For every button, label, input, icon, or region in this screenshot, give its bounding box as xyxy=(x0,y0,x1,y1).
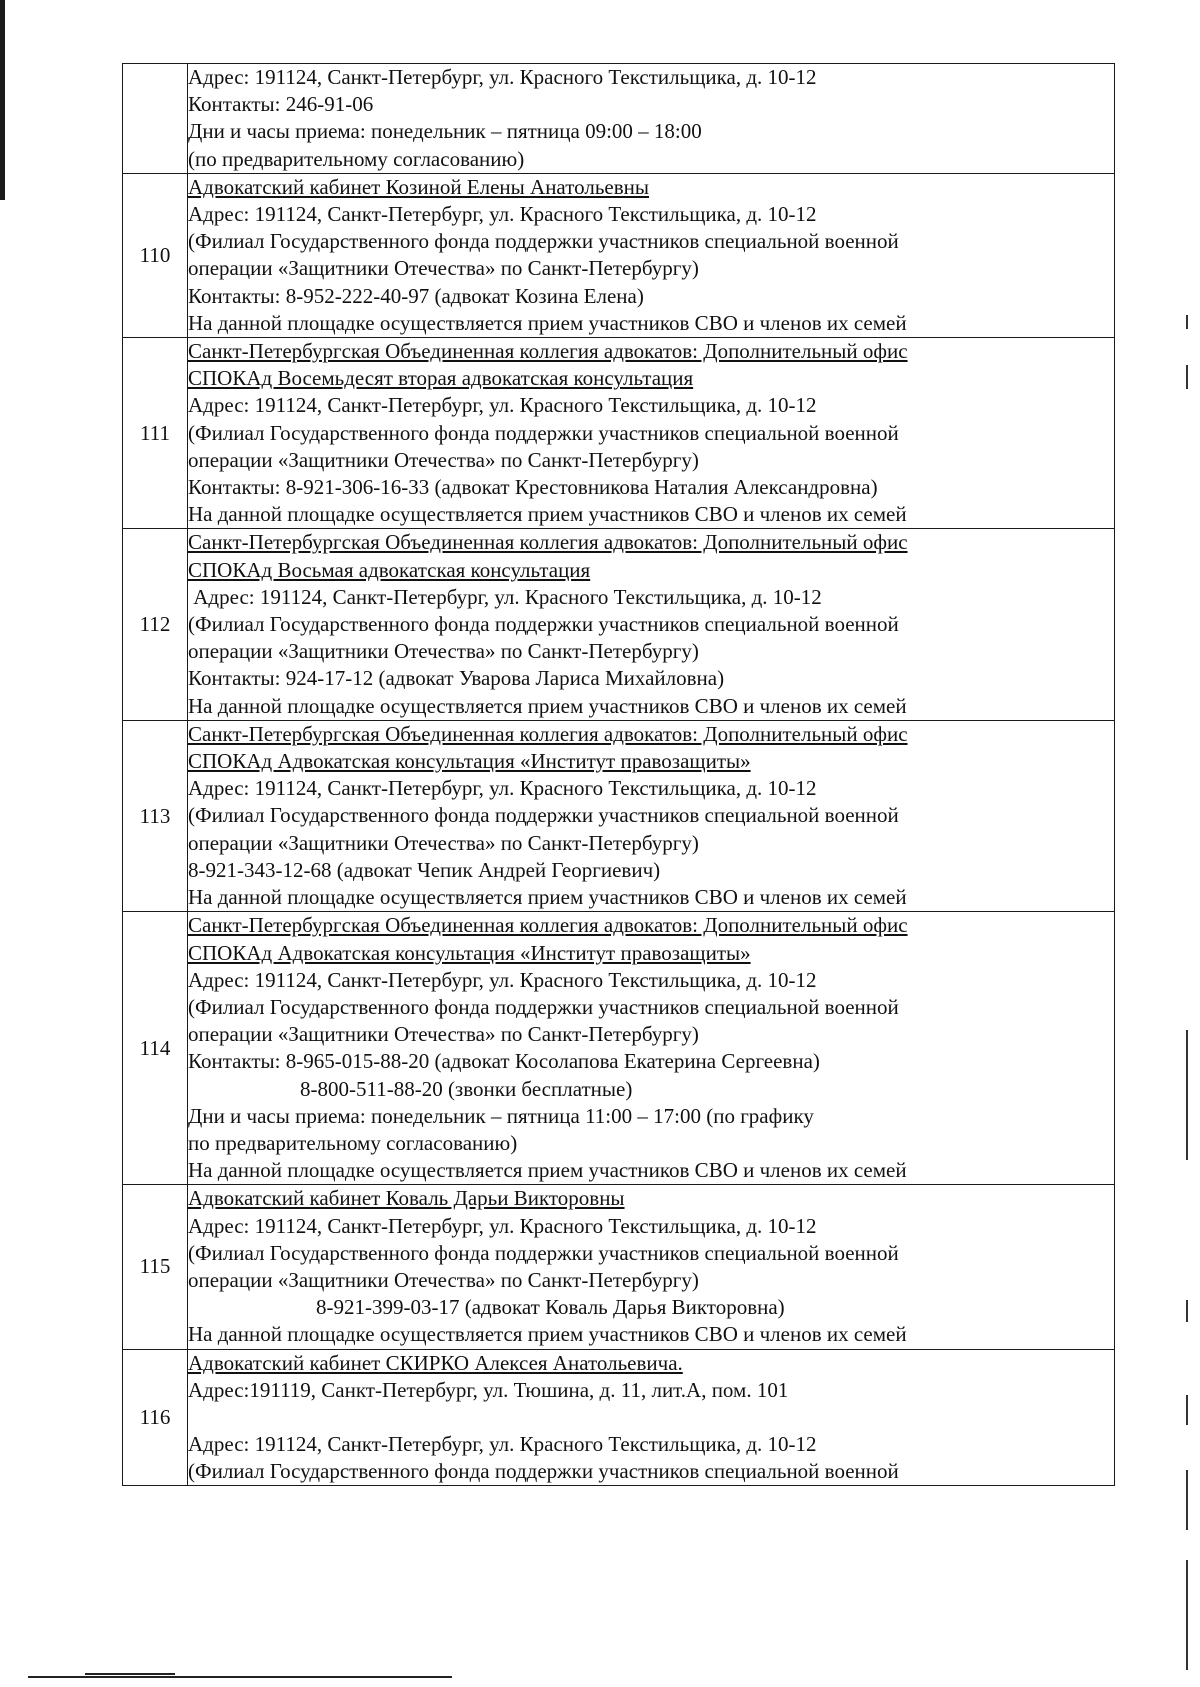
branch-line: операции «Защитники Отечества» по Санкт-Петербургу) xyxy=(188,447,699,472)
branch-line: (Филиал Государственного фонда поддержки участников специальной военной xyxy=(188,612,899,637)
footnote-separator-mark xyxy=(85,1673,175,1675)
branch-line: операции «Защитники Отечества» по Санкт-Петербургу) xyxy=(188,1267,699,1292)
address-line: Адрес: 191124, Санкт-Петербург, ул. Красного Текстильщика, д. 10-12 xyxy=(188,65,817,89)
row-content xyxy=(188,912,1115,1185)
contacts-line: Контакты: 8-965-015-88-20 (адвокат Косолапова Екатерина Сергеевна) xyxy=(188,1049,820,1074)
row-number: 116 xyxy=(123,1349,188,1486)
lawyers-table xyxy=(122,63,1115,1486)
row-content xyxy=(188,173,1115,337)
hours-line: Дни и часы приема: понедельник – пятница 11:00 – 17:00 (по графику xyxy=(188,1103,814,1128)
table-row xyxy=(123,720,1115,911)
address-line: Адрес: 191124, Санкт-Петербург, ул. Красного Текстильщика, д. 10-12 xyxy=(188,202,817,227)
address-line: Адрес: 191124, Санкт-Петербург, ул. Красного Текстильщика, д. 10-12 xyxy=(188,967,817,992)
address-line: Адрес: 191124, Санкт-Петербург, ул. Красного Текстильщика, д. 10-12 xyxy=(188,584,822,609)
branch-line: (Филиал Государственного фонда поддержки участников специальной военной xyxy=(188,420,899,445)
contacts-line: Контакты: 924-17-12 (адвокат Уварова Лариса Михайловна) xyxy=(188,666,725,691)
branch-line: операции «Защитники Отечества» по Санкт-Петербургу) xyxy=(188,639,699,664)
blank-line xyxy=(188,1404,1114,1431)
organization-title: Адвокатский кабинет Козиной Елены Анатольевны xyxy=(188,174,649,199)
table-row xyxy=(123,529,1115,720)
organization-title: Санкт-Петербургская Объединенная коллегия адвокатов: Дополнительный офис xyxy=(188,913,908,938)
address-line: Адрес: 191124, Санкт-Петербург, ул. Красного Текстильщика, д. 10-12 xyxy=(188,1213,817,1238)
row-number: 114 xyxy=(123,912,188,1185)
address-line: Адрес:191119, Санкт-Петербург, ул. Тюшина, д. 11, лит.А, пом. 101 xyxy=(188,1377,789,1402)
row-content xyxy=(188,720,1115,911)
organization-title: Адвокатский кабинет СКИРКО Алексея Анатольевича. xyxy=(188,1350,683,1375)
scan-speck xyxy=(1186,1395,1188,1425)
scan-edge-mark xyxy=(0,0,5,200)
organization-title: Санкт-Петербургская Объединенная коллегия адвокатов: Дополнительный офис xyxy=(188,530,908,555)
row-number: 111 xyxy=(123,338,188,529)
hours-line: Дни и часы приема: понедельник – пятница 09:00 – 18:00 xyxy=(188,119,702,144)
organization-title: СПОКАд Восьмая адвокатская консультация xyxy=(188,557,591,582)
contacts-line: 8-800-511-88-20 (звонки бесплатные) xyxy=(300,1076,633,1101)
row-number: 110 xyxy=(123,173,188,337)
reception-note: На данной площадке осуществляется прием участников СВО и членов их семей xyxy=(188,693,907,718)
hours-note-line: по предварительному согласованию) xyxy=(188,1130,518,1155)
organization-title: СПОКАд Адвокатская консультация «Институт правозащиты» xyxy=(188,749,751,774)
footnote-separator xyxy=(28,1676,452,1678)
row-content xyxy=(188,1349,1115,1486)
organization-title: СПОКАд Восемьдесят вторая адвокатская консультация xyxy=(188,366,694,391)
reception-note: На данной площадке осуществляется прием участников СВО и членов их семей xyxy=(188,310,907,335)
contacts-line: Контакты: 8-952-222-40-97 (адвокат Козина Елена) xyxy=(188,283,644,308)
row-content xyxy=(188,64,1115,174)
hours-note-line: (по предварительному согласованию) xyxy=(188,146,525,171)
scan-speck xyxy=(1186,1300,1188,1322)
organization-title: Санкт-Петербургская Объединенная коллегия адвокатов: Дополнительный офис xyxy=(188,339,908,364)
branch-line: (Филиал Государственного фонда поддержки участников специальной военной xyxy=(188,994,899,1019)
scan-speck xyxy=(1186,365,1188,389)
row-number: 112 xyxy=(123,529,188,720)
reception-note: На данной площадке осуществляется прием участников СВО и членов их семей xyxy=(188,502,907,527)
scan-speck xyxy=(1186,1470,1188,1530)
scan-speck xyxy=(1186,315,1188,329)
scan-speck xyxy=(1186,1560,1188,1670)
reception-note: На данной площадке осуществляется прием участников СВО и членов их семей xyxy=(188,885,907,910)
branch-line: (Филиал Государственного фонда поддержки участников специальной военной xyxy=(188,229,899,254)
scan-speck xyxy=(1186,1030,1188,1160)
organization-title: Санкт-Петербургская Объединенная коллегия адвокатов: Дополнительный офис xyxy=(188,721,908,746)
address-line: Адрес: 191124, Санкт-Петербург, ул. Красного Текстильщика, д. 10-12 xyxy=(188,393,817,418)
contacts-line: 8-921-399-03-17 (адвокат Коваль Дарья Викторовна) xyxy=(316,1295,785,1320)
address-line: Адрес: 191124, Санкт-Петербург, ул. Красного Текстильщика, д. 10-12 xyxy=(188,1431,817,1456)
table-row xyxy=(123,1349,1115,1486)
row-content xyxy=(188,1185,1115,1349)
table-row xyxy=(123,64,1115,174)
branch-line: (Филиал Государственного фонда поддержки участников специальной военной xyxy=(188,803,899,828)
table-row xyxy=(123,338,1115,529)
branch-line: операции «Защитники Отечества» по Санкт-Петербургу) xyxy=(188,830,699,855)
organization-title: СПОКАд Адвокатская консультация «Институт правозащиты» xyxy=(188,940,751,965)
row-number xyxy=(123,64,188,174)
branch-line: операции «Защитники Отечества» по Санкт-Петербургу) xyxy=(188,1022,699,1047)
branch-line: (Филиал Государственного фонда поддержки участников специальной военной xyxy=(188,1240,899,1265)
table-row xyxy=(123,1185,1115,1349)
contacts-line: 8-921-343-12-68 (адвокат Чепик Андрей Георгиевич) xyxy=(188,857,661,882)
contacts-line: Контакты: 8-921-306-16-33 (адвокат Крестовникова Наталия Александровна) xyxy=(188,475,878,500)
table-row xyxy=(123,912,1115,1185)
address-line: Адрес: 191124, Санкт-Петербург, ул. Красного Текстильщика, д. 10-12 xyxy=(188,776,817,801)
row-number: 115 xyxy=(123,1185,188,1349)
row-content xyxy=(188,529,1115,720)
row-content xyxy=(188,338,1115,529)
contacts-line: Контакты: 246-91-06 xyxy=(188,92,374,117)
branch-line: операции «Защитники Отечества» по Санкт-Петербургу) xyxy=(188,256,699,281)
table-row xyxy=(123,173,1115,337)
branch-line: (Филиал Государственного фонда поддержки участников специальной военной xyxy=(188,1459,899,1484)
row-number: 113 xyxy=(123,720,188,911)
organization-title: Адвокатский кабинет Коваль Дарьи Викторовны xyxy=(188,1186,625,1211)
reception-note: На данной площадке осуществляется прием участников СВО и членов их семей xyxy=(188,1322,907,1347)
reception-note: На данной площадке осуществляется прием участников СВО и членов их семей xyxy=(188,1158,907,1183)
